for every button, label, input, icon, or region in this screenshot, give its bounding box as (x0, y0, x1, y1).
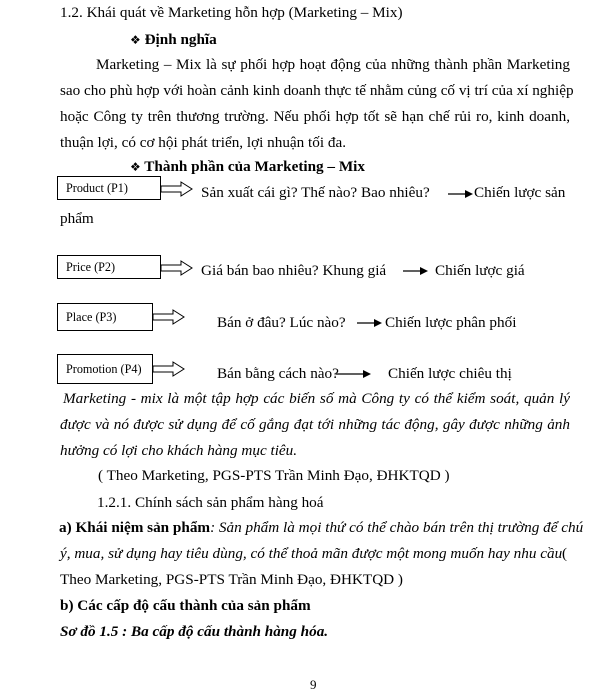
product-box (57, 176, 161, 200)
place-box-label: Place (P3) (66, 309, 117, 324)
diagram-caption: Sơ đồ 1.5 : Ba cấp độ cấu thành hàng hóa. (60, 623, 329, 640)
price-question: Giá bán bao nhiêu? Khung giá (201, 262, 387, 279)
promotion-box (57, 354, 153, 384)
product-concept-line-2: ý, mua, sử dụng hay tiêu dùng, có thể thoả mãn được một mong muốn hay nhu cầu (60, 545, 563, 562)
product-strategy: Chiến lược sản (474, 184, 566, 201)
product-question: Sản xuất cái gì? Thế nào? Bao nhiêu? (201, 184, 430, 201)
product-concept-source: Theo Marketing, PGS-PTS Trần Minh Đạo, ĐHKTQD ) (60, 571, 403, 588)
product-box-label: Product (P1) (66, 180, 128, 195)
definition-line-4: thuận lợi, có cơ hội phát triển, lợi nhuận tối đa. (60, 134, 347, 151)
section-heading: 1.2. Khái quát về Marketing hỗn hợp (Marketing – Mix) (60, 4, 403, 21)
price-strategy: Chiến lược giá (435, 262, 525, 279)
place-question: Bán ở đâu? Lúc nào? (217, 314, 346, 331)
diamond-bullet-icon: ❖ (130, 33, 141, 47)
promotion-box-label: Promotion (P4) (66, 361, 142, 376)
product-concept-text: : Sản phẩm là mọi thứ có thể chào bán trên thị trường để chú (210, 519, 584, 536)
arrow-right-icon (357, 318, 383, 328)
arrow-right-icon (403, 266, 429, 276)
product-concept-line-1 (59, 519, 584, 537)
components-title: Thành phần của Marketing – Mix (144, 158, 365, 175)
arrow-right-icon (336, 369, 372, 379)
components-heading (130, 158, 365, 176)
place-strategy: Chiến lược phân phối (385, 314, 517, 331)
definition-title: Định nghĩa (144, 31, 217, 48)
definition-line-1: Marketing – Mix là sự phối hợp hoạt động của những thành phần Marketing (96, 56, 570, 73)
definition-line-2: sao cho phù hợp với hoàn cảnh kinh doanh thực tế nhằm củng cố vị trí của xí nghiệp (60, 82, 574, 99)
definition-heading (130, 31, 217, 49)
hollow-arrow-icon (161, 181, 193, 197)
diamond-bullet-icon: ❖ (130, 160, 141, 174)
quote-line-2: được và nó được sử dụng để cố gắng đạt tới những tác động, gây được những ảnh (60, 416, 570, 433)
price-box-label: Price (P2) (66, 259, 116, 274)
quote-line-3: hưởng có lợi cho khách hàng mục tiêu. (60, 442, 298, 459)
promotion-question: Bán bằng cách nào? (217, 365, 339, 382)
definition-line-3: hoặc Công ty trên thương trường. Nếu phối hợp tốt sẽ hạn chế rủi ro, kinh doanh, (60, 108, 570, 125)
levels-heading: b) Các cấp độ cấu thành của sản phẩm (60, 597, 311, 614)
arrow-right-icon (448, 189, 474, 199)
product-strategy-cont: phẩm (60, 210, 94, 227)
product-concept-label: a) Khái niệm sản phẩm (59, 519, 211, 536)
hollow-arrow-icon (153, 361, 185, 377)
quote-source: ( Theo Marketing, PGS-PTS Trần Minh Đạo, ĐHKTQD ) (98, 467, 450, 484)
promotion-strategy: Chiến lược chiêu thị (388, 365, 512, 382)
page-number: 9 (310, 677, 317, 692)
hollow-arrow-icon (161, 260, 193, 276)
product-concept-paren: ( (562, 545, 568, 562)
hollow-arrow-icon (153, 309, 185, 325)
price-box (57, 255, 161, 279)
place-box (57, 303, 153, 331)
subsection-heading: 1.2.1. Chính sách sản phẩm hàng hoá (97, 494, 324, 511)
quote-line-1: Marketing - mix là một tập hợp các biến số mà Công ty có thể kiểm soát, quản lý (63, 390, 570, 407)
